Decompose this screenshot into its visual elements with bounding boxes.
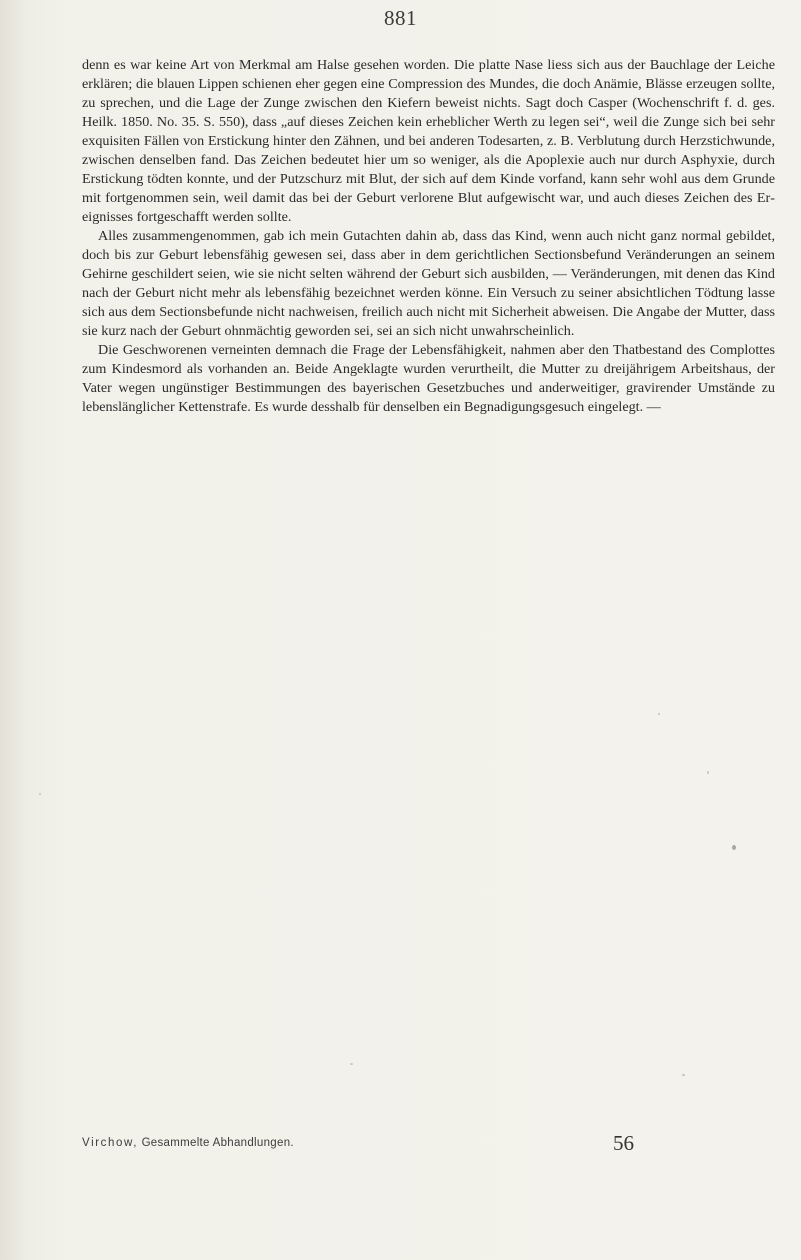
footer-author: Virchow, <box>82 1137 139 1149</box>
paper-speck <box>658 713 660 715</box>
paragraph-2: Alles zusammengenommen, gab ich mein Gutachten dahin ab, dass das Kind, wenn auch nicht ganz normal gebildet, doch bis zur Geburt lebensfähig gewesen sei, dass aber in dem gerichtlichen Sectionsbefund Veränderungen an seinem Gehirne geschildert seien, wie sie nicht selten während der Geburt sich ausbilden, — Veränderungen, mit denen das Kind nach der Geburt nicht mehr als lebensfähig bezeichnet werden könne. Ein Versuch zu seiner absichtlichen Tödtung lasse sich aus dem Sectionsbefunde nicht nachweisen, freilich auch nicht mit Sicherheit abweisen. Die Angabe der Mutter, dass sie kurz nach der Geburt ohnmächtig geworden sei, sei an sich nicht unwahrscheinlich. <box>82 228 775 340</box>
body-text <box>82 56 775 417</box>
signature-mark: 56 <box>613 1131 634 1155</box>
paper-speck <box>707 771 709 774</box>
paper-speck <box>350 1063 353 1065</box>
paragraph-1: denn es war keine Art von Merkmal am Halse gesehen worden. Die platte Nase liess sich aus der Bauchlage der Leiche erklären; die blauen Lippen schienen eher gegen eine Compression des Mundes, die doch Anämie, Blässe erzeugen sollte, zu sprechen, und die Lage der Zunge zwischen den Kiefern beweist nichts. Sagt doch Casper (Wochenschrift f. d. ges. Heilk. 1850. No. 35. S. 550), dass „auf dieses Zeichen kein erheblicher Werth zu legen sei“, weil die Zunge sich bei sehr exquisiten Fällen von Erstickung hinter den Zähnen, und bei anderen Todesarten, z. B. Verblutung durch Herzstichwunde, zwischen denselben fand. Das Zeichen bedeutet hier um so weniger, als die Apoplexie auch nur durch Asphyxie, durch Erstickung tödten konnte, und der Putzschurz mit Blut, der sich auf dem Kinde vorfand, kann sehr wohl aus dem Grunde mit fortgenommen sein, weil damit das bei der Geburt verlorene Blut aufgewischt war, und auch dieses Zeichen des Ereignisses fortgeschafft werden sollte. <box>82 57 775 226</box>
page-number: 881 <box>384 6 417 30</box>
paper-speck <box>682 1074 685 1076</box>
paper-speck <box>732 845 736 850</box>
paper-speck <box>39 793 41 795</box>
footer-citation <box>82 1137 294 1149</box>
footer-title: Gesammelte Abhandlungen. <box>141 1137 294 1149</box>
paragraph-3: Die Geschworenen verneinten demnach die Frage der Lebensfähigkeit, nahmen aber den Thatbestand des Complottes zum Kindesmord als vorhanden an. Beide Angeklagte wurden verurtheilt, die Mutter zu dreijährigem Arbeitshaus, der Vater wegen ungünstiger Bestimmungen des bayerischen Gesetzbuches und anderweitiger, gravirender Umstände zu lebenslänglicher Kettenstrafe. Es wurde desshalb für denselben ein Begnadigungsgesuch eingelegt. — <box>82 342 775 416</box>
page-footer <box>82 1133 775 1157</box>
